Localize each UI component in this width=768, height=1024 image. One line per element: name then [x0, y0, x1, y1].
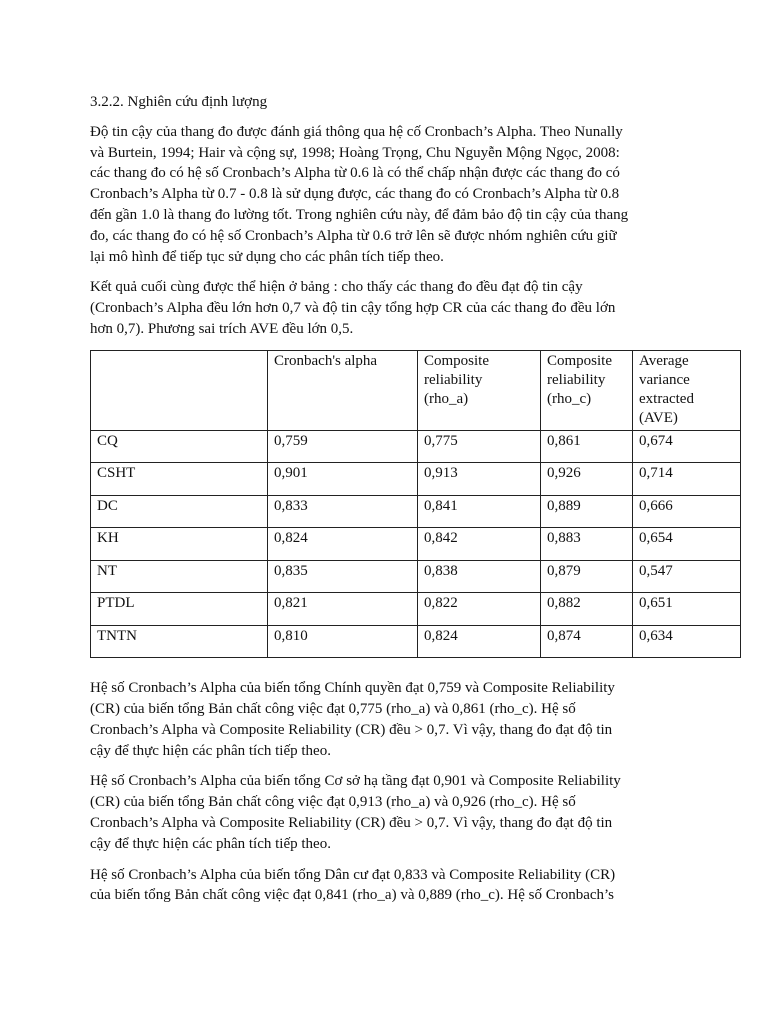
cronbach-alpha-cell: 0,821: [268, 593, 418, 626]
row-label: CQ: [91, 430, 268, 463]
ave-cell: 0,547: [633, 560, 741, 593]
rho-a-cell: 0,842: [418, 528, 541, 561]
section-heading: 3.2.2. Nghiên cứu định lượng: [90, 94, 268, 110]
header-cell-composite-reliability-rho-c: Composite reliability (rho_c): [541, 350, 633, 430]
header-cell-composite-reliability-rho-a: Composite reliability (rho_a): [418, 350, 541, 430]
rho-a-cell: 0,822: [418, 593, 541, 626]
document-page: [90, 92, 694, 916]
ave-cell: 0,634: [633, 625, 741, 658]
rho-c-cell: 0,882: [541, 593, 633, 626]
cronbach-alpha-cell: 0,810: [268, 625, 418, 658]
row-label: PTDL: [91, 593, 268, 626]
intro-paragraph-reliability: Độ tin cậy của thang đo được đánh giá thông qua hệ cố Cronbach’s Alpha. Theo Nunally và Burtein, 1994; Hair và cộng sự, 1998; Hoàng Trọng, Chu Nguyễn Mộng Ngọc, 2008: các thang đo có hệ số Cronbach’s Alpha từ 0.6 là có thể chấp nhận được các thang đo có Cronbach’s Alpha từ 0.7 - 0.8 là sử dụng được, các thang đo có Cronbach’s Alpha từ 0.8 đến gần 1.0 là thang đo lường tốt. Trong nghiên cứu này, để đảm bảo độ tin cậy của thang đo, các thang đo có hệ số Cronbach’s Alpha từ 0.6 trở lên sẽ được nhóm nghiên cứu giữ lại mô hình để tiếp tục sử dụng cho các phân tích tiếp theo.: [90, 123, 629, 265]
ave-cell: 0,666: [633, 495, 741, 528]
row-label: CSHT: [91, 463, 268, 496]
table-row: [91, 593, 741, 626]
header-cell-ave: Average variance extracted (AVE): [633, 350, 741, 430]
intro-paragraph-results: Kết quả cuối cùng được thể hiện ở bảng : cho thấy các thang đo đều đạt độ tin cậy (Cronbach’s Alpha đều lớn hơn 0,7 và độ tin cậy tổng hợp CR của các thang đo đều lớn hơn 0,7). Phương sai trích AVE đều lớn 0,5.: [90, 279, 616, 337]
table-row: [91, 625, 741, 658]
cronbach-alpha-cell: 0,833: [268, 495, 418, 528]
rho-a-cell: 0,913: [418, 463, 541, 496]
row-label: NT: [91, 560, 268, 593]
row-label: TNTN: [91, 625, 268, 658]
cronbach-alpha-cell: 0,824: [268, 528, 418, 561]
rho-a-cell: 0,841: [418, 495, 541, 528]
row-label: DC: [91, 495, 268, 528]
cronbach-alpha-cell: 0,835: [268, 560, 418, 593]
table-row: [91, 560, 741, 593]
table-row: [91, 463, 741, 496]
ave-cell: 0,714: [633, 463, 741, 496]
cronbach-alpha-cell: 0,759: [268, 430, 418, 463]
table-row: [91, 528, 741, 561]
conclusion-paragraph-csht: Hệ số Cronbach’s Alpha của biến tổng Cơ sở hạ tầng đạt 0,901 và Composite Reliability (CR) của biến tổng Bản chất công việc đạt 0,913 (rho_a) và 0,926 (rho_c). Hệ số Cronbach’s Alpha và Composite Reliability (CR) đều > 0,7. Vì vậy, thang đo đạt độ tin cậy để thực hiện các phân tích tiếp theo.: [90, 773, 621, 852]
reliability-table: [90, 350, 741, 659]
ave-cell: 0,674: [633, 430, 741, 463]
header-cell-cronbach-alpha: Cronbach's alpha: [268, 350, 418, 430]
rho-a-cell: 0,775: [418, 430, 541, 463]
rho-c-cell: 0,874: [541, 625, 633, 658]
rho-c-cell: 0,879: [541, 560, 633, 593]
rho-a-cell: 0,824: [418, 625, 541, 658]
conclusion-paragraph-cq: Hệ số Cronbach’s Alpha của biến tổng Chính quyền đạt 0,759 và Composite Reliability (CR) của biến tổng Bản chất công việc đạt 0,775 (rho_a) và 0,861 (rho_c). Hệ số Cronbach’s Alpha và Composite Reliability (CR) đều > 0,7. Vì vậy, thang đo đạt độ tin cậy để thực hiện các phân tích tiếp theo.: [90, 680, 615, 759]
header-cell-empty: [91, 350, 268, 430]
row-label: KH: [91, 528, 268, 561]
rho-c-cell: 0,926: [541, 463, 633, 496]
cronbach-alpha-cell: 0,901: [268, 463, 418, 496]
table-row: [91, 495, 741, 528]
table-row: [91, 430, 741, 463]
table-header-row: [91, 350, 741, 430]
rho-c-cell: 0,861: [541, 430, 633, 463]
conclusion-paragraph-dc: Hệ số Cronbach’s Alpha của biến tổng Dân cư đạt 0,833 và Composite Reliability (CR) của biến tổng Bản chất công việc đạt 0,841 (rho_a) và 0,889 (rho_c). Hệ số Cronbach’s: [90, 866, 616, 904]
rho-a-cell: 0,838: [418, 560, 541, 593]
rho-c-cell: 0,889: [541, 495, 633, 528]
ave-cell: 0,651: [633, 593, 741, 626]
rho-c-cell: 0,883: [541, 528, 633, 561]
ave-cell: 0,654: [633, 528, 741, 561]
